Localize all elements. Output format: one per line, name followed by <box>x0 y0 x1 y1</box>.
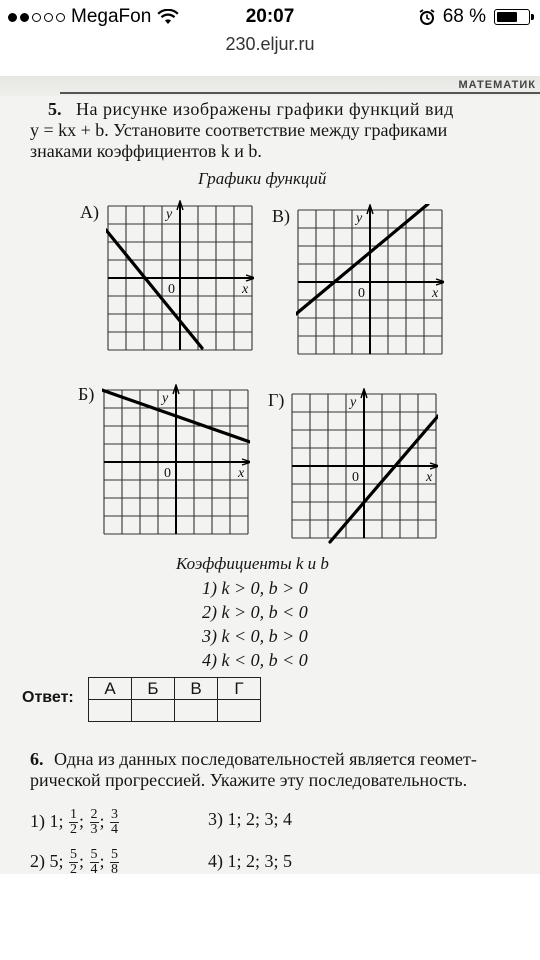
task6-line1: Одна из данных последовательностей является геомет- <box>54 749 477 769</box>
alarm-icon <box>419 9 435 25</box>
option-4: 4) k < 0, b < 0 <box>202 650 308 670</box>
y-axis-label: y <box>162 391 169 406</box>
graph-a <box>106 200 254 356</box>
graph-v-letter: В) <box>272 206 290 226</box>
fraction-denominator: 3 <box>90 822 98 838</box>
answer-cell-v[interactable] <box>175 700 218 722</box>
task6-line2: рической прогрессией. Укажите эту последовательность. <box>30 770 468 790</box>
answer-cell-g[interactable] <box>218 700 261 722</box>
answer-header-row <box>89 678 261 700</box>
answer-label: Ответ: <box>22 689 74 706</box>
fraction-denominator: 2 <box>70 862 77 874</box>
graphs-title: Графики функций <box>198 169 327 188</box>
task6-option-2-prefix: 2) 5; <box>30 851 64 871</box>
graph-g-letter: Г) <box>268 390 285 410</box>
coeffs-title: Коэффициенты k и b <box>176 554 329 573</box>
x-axis-label: x <box>238 466 245 481</box>
fraction-numerator: 5 <box>111 847 119 863</box>
answer-header-g: Г <box>218 678 261 700</box>
answer-value-row <box>89 700 261 722</box>
page-header-word: МАТЕМАТИК <box>458 79 536 91</box>
task6-option-2: 2) 5; $\frac{5}{2}$ ; $\frac{5}{4}$ ; $\frac{5}{8}$ <box>30 844 120 874</box>
graph-a-letter: А) <box>80 202 99 222</box>
y-axis-label: y <box>350 395 357 410</box>
y-axis-label: y <box>356 211 363 226</box>
graph-v <box>296 204 444 360</box>
carrier-name: MegaFon <box>71 6 152 27</box>
function-line <box>106 230 202 348</box>
address-bar[interactable]: 230.eljur.ru <box>225 34 315 54</box>
fraction <box>69 848 78 874</box>
x-axis-label: x <box>432 286 439 301</box>
fraction-numerator: 2 <box>90 807 98 823</box>
x-axis-label: x <box>426 470 433 485</box>
fraction-numerator: 1 <box>70 807 77 823</box>
task5-line1: На рисунке изображены графики функций вид <box>76 99 454 119</box>
fraction-denominator: 4 <box>111 822 119 838</box>
answer-table <box>88 677 261 722</box>
task6-number: 6. <box>30 749 44 769</box>
option-1: 1) k > 0, b > 0 <box>202 578 308 598</box>
y-axis-label: y <box>166 207 173 222</box>
answer-header-b: Б <box>132 678 175 700</box>
status-right <box>419 6 530 28</box>
origin-label: 0 <box>352 470 359 485</box>
option-2: 2) k > 0, b < 0 <box>202 602 308 622</box>
task5-number: 5. <box>48 99 62 119</box>
origin-label: 0 <box>164 466 171 481</box>
task6-option-3: 3) 1; 2; 3; 4 <box>208 809 292 829</box>
status-bar <box>0 0 540 34</box>
task6-option-1-prefix: 1) 1; <box>30 811 64 831</box>
task6-option-4: 4) 1; 2; 3; 5 <box>208 851 292 871</box>
answer-header-a: А <box>89 678 132 700</box>
fraction <box>90 808 99 837</box>
option-3: 3) k < 0, b > 0 <box>202 626 308 646</box>
answer-header-v: В <box>175 678 218 700</box>
fraction-denominator: 4 <box>90 862 98 874</box>
fraction-denominator: 8 <box>111 862 119 874</box>
clock: 20:07 <box>245 6 295 27</box>
fraction-denominator: 2 <box>70 822 77 838</box>
origin-label: 0 <box>168 282 175 297</box>
fraction <box>69 808 78 837</box>
page-photo[interactable] <box>0 76 540 874</box>
battery-percent: 68 % <box>442 6 486 27</box>
x-axis-label: x <box>242 282 249 297</box>
fraction <box>110 808 119 837</box>
graph-b-letter: Б) <box>78 384 95 404</box>
origin-label: 0 <box>358 286 365 301</box>
answer-cell-a[interactable] <box>89 700 132 722</box>
fraction-numerator: 3 <box>111 807 119 823</box>
task5-line2: y = kx + b. Установите соответствие между графиками <box>30 120 448 140</box>
task6-option-1: 1) 1; $\frac{1}{2}$ ; $\frac{2}{3}$ ; $\frac{3}{4}$ <box>30 807 119 838</box>
fraction-numerator: 5 <box>90 847 98 863</box>
fraction-numerator: 5 <box>70 847 77 863</box>
header-divider <box>60 92 540 94</box>
graph-b <box>102 384 250 540</box>
task5-line3: знаками коэффициентов k и b. <box>30 141 262 161</box>
graph-g <box>290 388 438 544</box>
battery-icon <box>494 9 530 25</box>
fraction <box>90 848 99 874</box>
fraction <box>110 848 119 874</box>
answer-cell-b[interactable] <box>132 700 175 722</box>
